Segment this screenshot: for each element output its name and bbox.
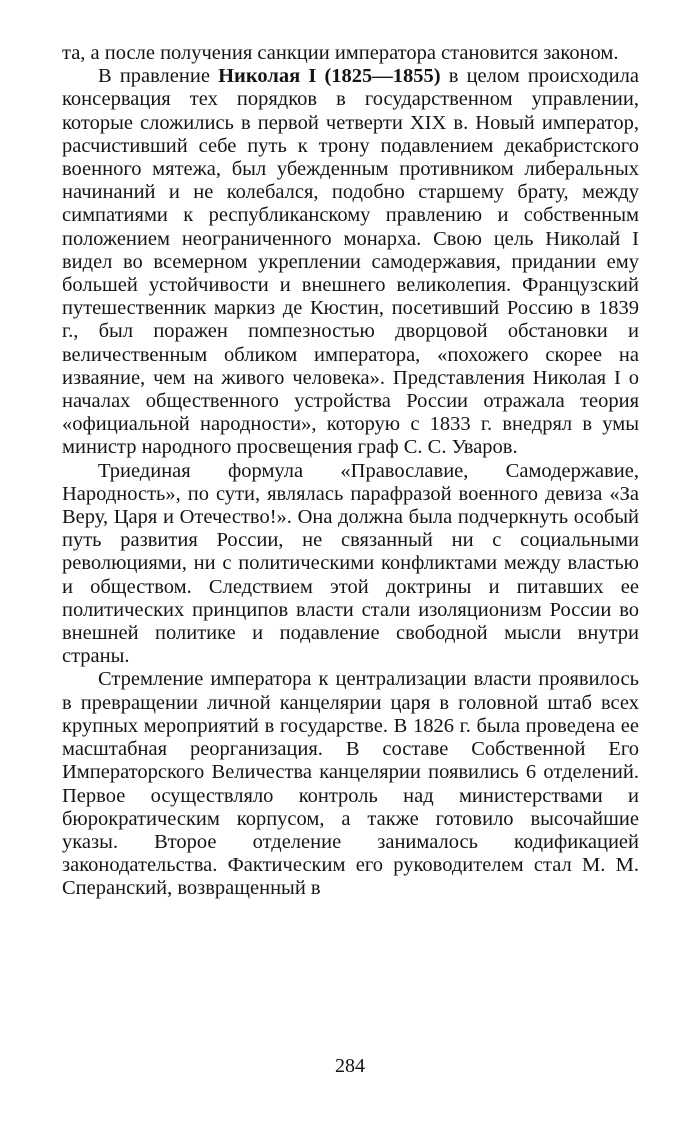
paragraph-1: [62, 42, 639, 65]
page-number: 284: [335, 1055, 365, 1077]
paragraph-4: [62, 668, 639, 900]
paragraph-3: [62, 460, 639, 669]
paragraph-1-text: та, а после получения санкции императора становится законом.: [62, 42, 619, 64]
paragraph-4-text: Стремление императора к централизации власти проявилось в превращении личной канцелярии царя в головной штаб всех крупных мероприятий в государстве. В 1826 г. была проведена ее масштабная реорганизация. В составе Собственной Его Императорского Величества канцелярии появились 6 отделений. Первое осуществляло контроль над министерствами и бюрократическим корпусом, а также готовило высочайшие указы. Второе отделение занималось кодификацией законодательства. Фактическим его руководителем стал М. М. Сперанский, возвращенный в: [62, 668, 639, 900]
paragraph-2-bold-name: Николая I (1825—1855): [218, 65, 441, 88]
page-body: [62, 42, 639, 901]
paragraph-2-text-rest: в целом происходила консервация тех порядков в государственном управлении, которые сложились в первой четверти XIX в. Новый император, расчистивший себе путь к трону подавлением декабристского военного мятежа, был убежденным противником либеральных начинаний и не колебался, подобно старшему брату, между симпатиями к республиканскому правлению и собственным положением неограниченного монарха. Свою цель Николай I видел во всемерном укреплении самодержавия, придании ему большей устойчивости и внешнего великолепия. Французский путешественник маркиз де Кюстин, посетивший Россию в 1839 г., был поражен помпезностью дворцовой обстановки и величественным обликом императора, «похожего скорее на изваяние, чем на живого человека». Представления Николая I о началах общественного устройства России отражала теория «официальной народности», которую с 1833 г. внедрял в умы министр народного просвещения граф С. С. Уваров.: [62, 65, 639, 459]
paragraph-2-text-start: В правление: [98, 65, 219, 88]
paragraph-2: [62, 65, 639, 459]
paragraph-3-text: Триединая формула «Православие, Самодержавие, Народность», по сути, являлась парафразой военного девиза «За Веру, Царя и Отечество!». Она должна была подчеркнуть особый путь развития России, не связанный ни с социальными революциями, ни с политическими конфликтами между властью и обществом. Следствием этой доктрины и питавших ее политических принципов власти стали изоляционизм России во внешней политике и подавление свободной мысли внутри страны.: [62, 459, 639, 668]
